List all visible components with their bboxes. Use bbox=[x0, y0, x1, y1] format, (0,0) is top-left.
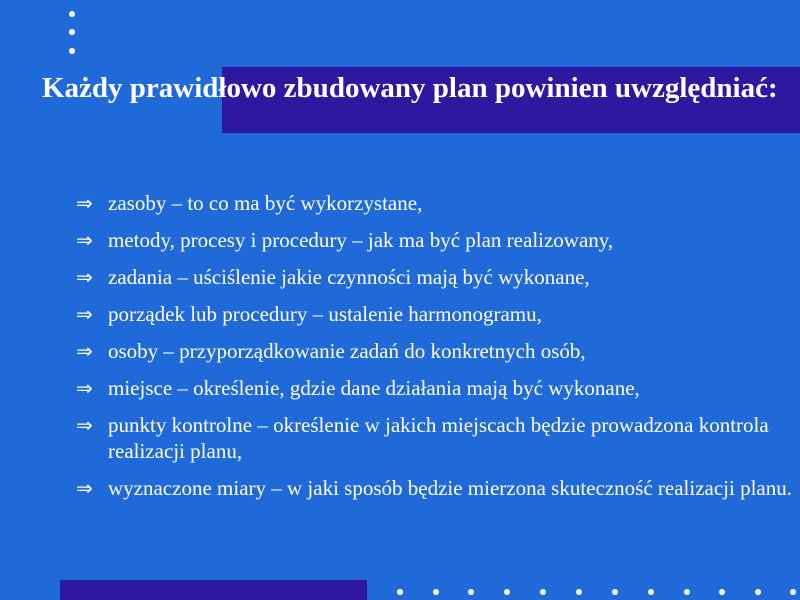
slide-title: Każdy prawidłowo zbudowany plan powinien uwzględniać: bbox=[42, 72, 778, 104]
double-right-arrow-icon: ⇒ bbox=[76, 228, 93, 252]
bullet-list bbox=[72, 190, 792, 512]
list-item-text: porządek lub procedury – ustalenie harmonogramu, bbox=[108, 302, 542, 326]
list-item bbox=[72, 264, 792, 290]
double-right-arrow-icon: ⇒ bbox=[76, 302, 93, 326]
list-item bbox=[72, 338, 792, 364]
decor-dot bbox=[69, 29, 75, 35]
list-item bbox=[72, 190, 792, 216]
list-item-text: wyznaczone miary – w jaki sposób będzie mierzona skuteczność realizacji planu. bbox=[108, 476, 792, 500]
decor-dot bbox=[433, 589, 439, 595]
decor-dot bbox=[648, 589, 654, 595]
list-item-text: punkty kontrolne – określenie w jakich miejscach będzie prowadzona kontrola realizacji planu, bbox=[108, 413, 769, 463]
list-item-text: osoby – przyporządkowanie zadań do konkretnych osób, bbox=[108, 339, 586, 363]
double-right-arrow-icon: ⇒ bbox=[76, 191, 93, 215]
decor-dot bbox=[576, 589, 582, 595]
list-item bbox=[72, 227, 792, 253]
list-item-text: zasoby – to co ma być wykorzystane, bbox=[108, 191, 423, 215]
list-item-text: metody, procesy i procedury – jak ma być plan realizowany, bbox=[108, 228, 614, 252]
double-right-arrow-icon: ⇒ bbox=[76, 476, 93, 500]
list-item bbox=[72, 301, 792, 327]
decor-dot bbox=[790, 589, 796, 595]
list-item-text: zadania – uściślenie jakie czynności mają być wykonane, bbox=[108, 265, 590, 289]
decor-dot bbox=[504, 589, 510, 595]
decor-dot bbox=[719, 589, 725, 595]
list-item-text: miejsce – określenie, gdzie dane działania mają być wykonane, bbox=[108, 376, 640, 400]
decor-dot bbox=[540, 589, 546, 595]
double-right-arrow-icon: ⇒ bbox=[76, 413, 93, 437]
bottom-band-decoration bbox=[60, 580, 367, 600]
list-item bbox=[72, 412, 792, 464]
double-right-arrow-icon: ⇒ bbox=[76, 339, 93, 363]
decor-dot bbox=[755, 589, 761, 595]
double-right-arrow-icon: ⇒ bbox=[76, 265, 93, 289]
double-right-arrow-icon: ⇒ bbox=[76, 376, 93, 400]
decor-dot bbox=[69, 11, 75, 17]
decor-dot bbox=[684, 589, 690, 595]
decor-dot bbox=[69, 48, 75, 54]
decor-dot bbox=[612, 589, 618, 595]
decor-dot bbox=[397, 589, 403, 595]
list-item bbox=[72, 475, 792, 501]
decor-dot bbox=[468, 589, 474, 595]
list-item bbox=[72, 375, 792, 401]
